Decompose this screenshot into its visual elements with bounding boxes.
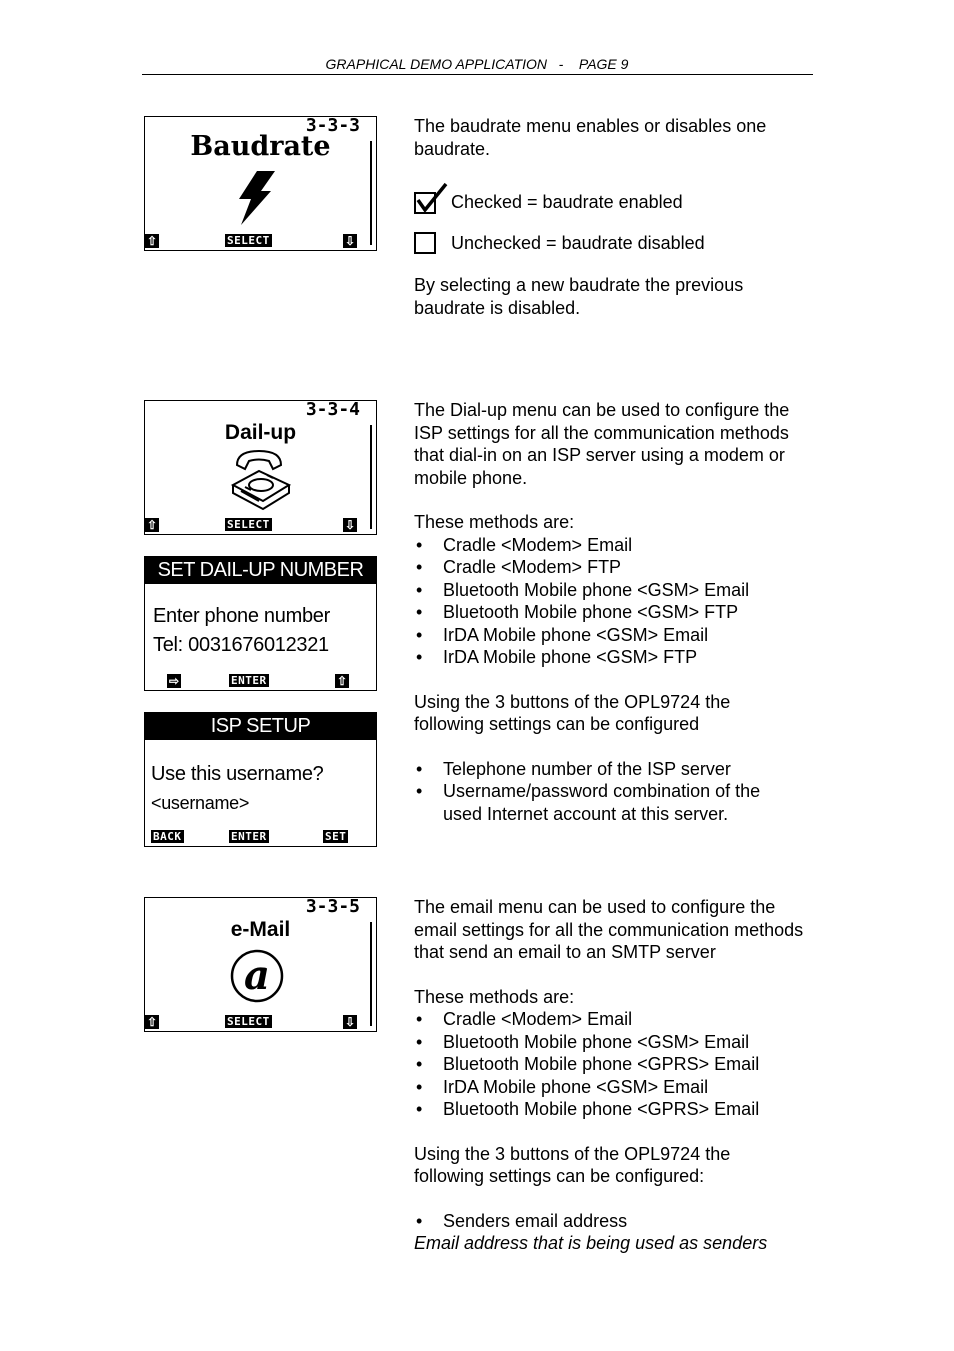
checked-legend [414,191,809,214]
email-intro: The email menu can be used to configure the email settings for all the communication methods that send an email to an SMTP server [414,897,804,962]
settings-intro: Using the 3 buttons of the OPL9724 the following settings can be configured: [414,1143,731,1186]
methods-heading: These methods are: [414,986,575,1007]
telephone-icon [223,445,295,513]
back-softkey: BACK [153,830,182,843]
svg-text:a: a [244,952,270,999]
list-item: • Bluetooth Mobile phone <GSM> FTP [414,601,809,624]
isp-setup-screen [144,712,377,847]
list-item: • Bluetooth Mobile phone <GSM> Email [414,579,809,602]
select-softkey: SELECT [227,518,270,531]
list-item: • Username/password combination of the used Internet account at this server. [414,780,783,825]
up-arrow-icon: ⇧ [146,518,158,532]
baudrate-screen [144,116,377,251]
lightning-icon [227,169,279,227]
screen-title: e-Mail [230,918,291,941]
list-item: • IrDA Mobile phone <GSM> Email [414,1076,809,1099]
set-number-screen [144,556,377,691]
prompt-line: Use this username? [151,763,324,785]
email-screen [144,897,377,1032]
right-arrow-icon: ⇨ [168,674,180,688]
list-item: • Cradle <Modem> FTP [414,556,809,579]
list-item: • Cradle <Modem> Email [414,534,809,557]
set-softkey: SET [325,830,347,843]
baudrate-note: By selecting a new baudrate the previous baudrate is disabled. [414,275,744,318]
checked-label: Checked = baudrate enabled [451,192,683,212]
enter-softkey: ENTER [231,674,267,687]
menu-number: 3-3-5 [305,897,360,917]
list-item: • Bluetooth Mobile phone <GPRS> Email [414,1098,809,1121]
at-sign-icon [229,948,285,1004]
scrollbar [370,141,372,245]
username-line: <username> [151,793,250,813]
menu-number: 3-3-3 [305,116,360,136]
up-arrow-icon: ⇧ [146,234,158,248]
checked-checkbox-icon [414,192,436,214]
methods-list [414,1008,809,1121]
baudrate-intro: The baudrate menu enables or disables one baudrate. [414,116,767,159]
dialup-description [414,399,809,825]
baudrate-description [414,115,809,319]
unchecked-checkbox-icon [414,232,436,254]
unchecked-label: Unchecked = baudrate disabled [451,232,705,253]
down-arrow-icon: ⇩ [344,1015,356,1029]
dialup-screen [144,400,377,535]
select-softkey: SELECT [227,234,270,247]
up-arrow-icon: ⇧ [146,1015,158,1029]
select-softkey: SELECT [227,1015,270,1028]
phone-number-line: Tel: 0031676012321 [153,634,329,656]
list-item: • Telephone number of the ISP server [414,758,809,781]
settings-intro: Using the 3 buttons of the OPL9724 the following settings can be configured [414,691,731,734]
down-arrow-icon: ⇩ [344,234,356,248]
screen-title: Dail-up [224,421,297,444]
list-item: • Cradle <Modem> Email [414,1008,809,1031]
list-item: • IrDA Mobile phone <GSM> Email [414,624,809,647]
screen-title-bar: SET DAIL-UP NUMBER [145,557,376,584]
scrollbar [370,425,372,529]
list-item: • IrDA Mobile phone <GSM> FTP [414,646,809,669]
methods-heading: These methods are: [414,512,575,532]
list-item: • Bluetooth Mobile phone <GSM> Email [414,1031,809,1054]
menu-number: 3-3-4 [305,400,360,420]
screen-title: Baudrate [190,131,331,162]
settings-list [414,758,809,826]
down-arrow-icon: ⇩ [344,518,356,532]
enter-softkey: ENTER [231,830,267,843]
header-rule [142,74,813,75]
methods-list [414,534,809,669]
unchecked-legend [414,232,809,255]
scrollbar [370,922,372,1026]
list-item: • Bluetooth Mobile phone <GPRS> Email [414,1053,809,1076]
screen-title-bar: ISP SETUP [145,713,376,740]
dialup-intro: The Dial-up menu can be used to configure the ISP settings for all the communication methods that dial-in on an ISP server using a modem or mobile phone. [414,400,790,488]
page-header: GRAPHICAL DEMO APPLICATION - PAGE 9 [325,56,629,72]
up-arrow-icon: ⇧ [336,674,348,688]
email-description [414,896,809,1255]
list-item: • Senders email address [414,1210,809,1233]
settings-note: Email address that is being used as senders [414,1233,768,1253]
prompt-line: Enter phone number [153,605,330,627]
settings-list [414,1210,809,1233]
